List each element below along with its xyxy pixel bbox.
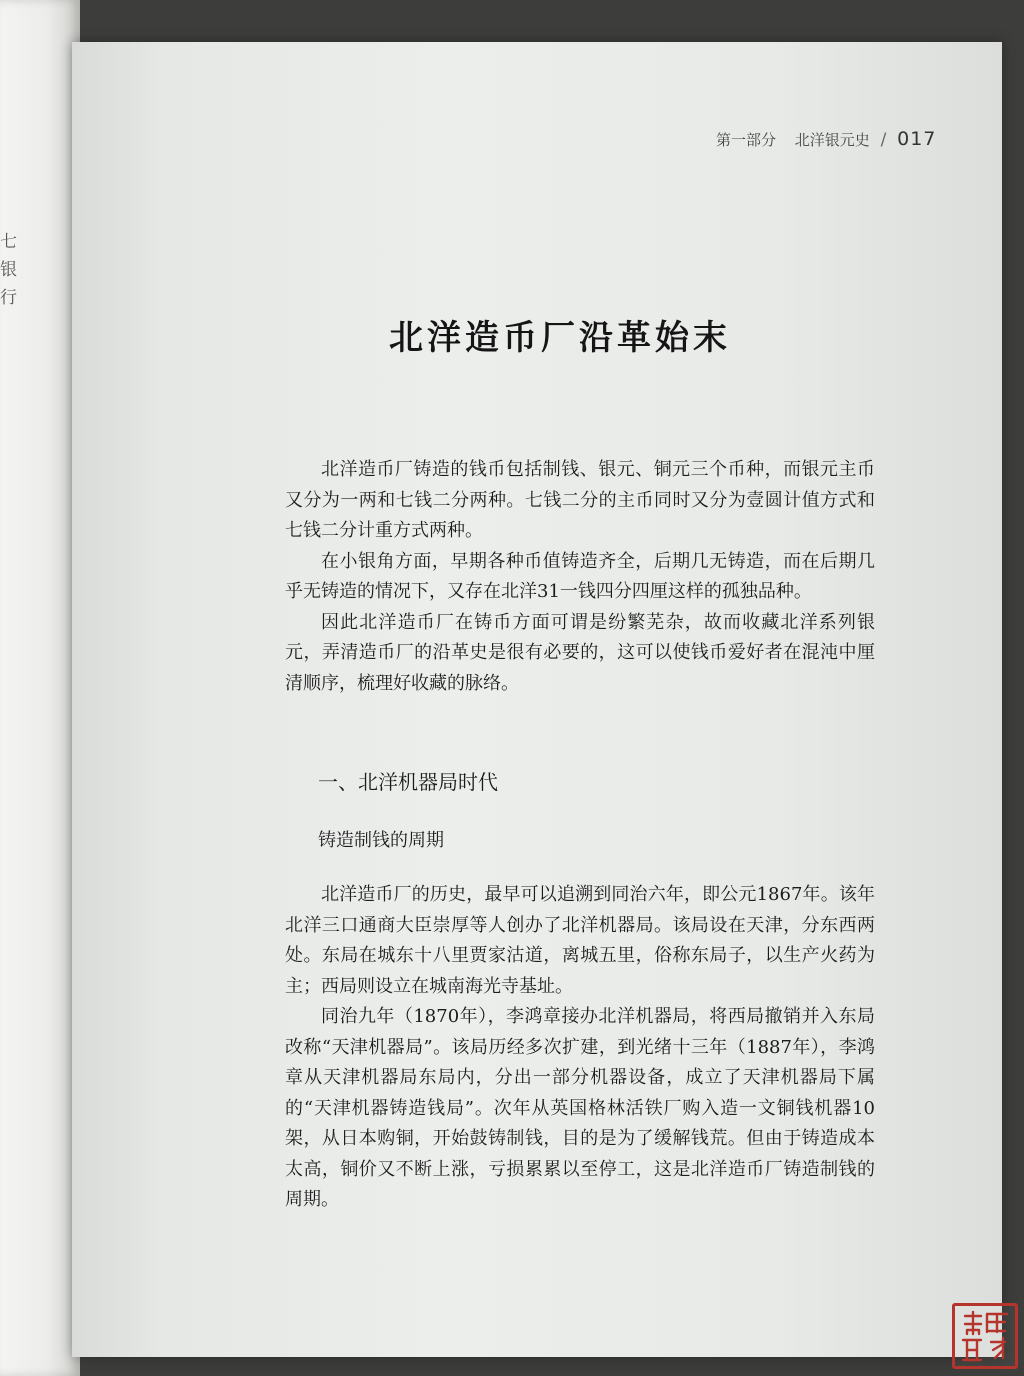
seal-stamp-icon [952, 1303, 1018, 1369]
section-heading: 一、北洋机器局时代 [318, 770, 498, 794]
page-number: 017 [897, 128, 937, 150]
edge-char: 行 [0, 288, 17, 308]
header-separator: / [880, 130, 887, 150]
chapter-title: 北洋造币厂沿革始末 [389, 318, 731, 358]
intro-text-block [285, 455, 875, 699]
paragraph: 在小银角方面，早期各种币值铸造齐全，后期几无铸造，而在后期几乎无铸造的情况下，又存在北洋31一钱四分四厘这样的孤独品种。 [285, 550, 875, 602]
header-part: 第一部分 [716, 131, 777, 149]
header-section: 北洋银元史 [794, 131, 870, 149]
left-facing-page [0, 0, 80, 1376]
left-page-edge-text [0, 228, 17, 312]
sub-heading: 铸造制钱的周期 [318, 830, 444, 851]
paragraph: 因此北洋造币厂在铸币方面可谓是纷繁芜杂，故而收藏北洋系列银元，弄清造币厂的沿革史是很有必要的，这可以使钱币爱好者在混沌中厘清顺序，梳理好收藏的脉络。 [285, 611, 875, 694]
paragraph: 同治九年（1870年），李鸿章接办北洋机器局，将西局撤销并入东局改称“天津机器局”。该局历经多次扩建，到光绪十三年（1887年），李鸿章从天津机器局东局内，分出一部分机器设备，成立了天津机器局下属的“天津机器铸造钱局”。次年从英国格林活铁厂购入造一文铜钱机器10架，从日本购铜，开始鼓铸制钱，目的是为了缓解钱荒。但由于铸造成本太高，铜价又不断上涨，亏损累累以至停工，这是北洋造币厂铸造制钱的周期。 [285, 1006, 875, 1210]
paragraph: 北洋造币厂铸造的钱币包括制钱、银元、铜元三个币种，而银元主币又分为一两和七钱二分两种。七钱二分的主币同时又分为壹圆计值方式和七钱二分计重方式两种。 [285, 459, 875, 541]
edge-char: 七 [0, 232, 17, 252]
paragraph: 北洋造币厂的历史，最早可以追溯到同治六年，即公元1867年。该年北洋三口通商大臣崇厚等人创办了北洋机器局。该局设在天津，分东西两处。东局在城东十八里贾家沽道，离城五里，俗称东局子，以生产火药为主；西局则设立在城南海光寺基址。 [285, 884, 875, 997]
running-header [716, 128, 936, 154]
edge-char: 银 [0, 260, 17, 280]
section-text-block [285, 880, 875, 1216]
